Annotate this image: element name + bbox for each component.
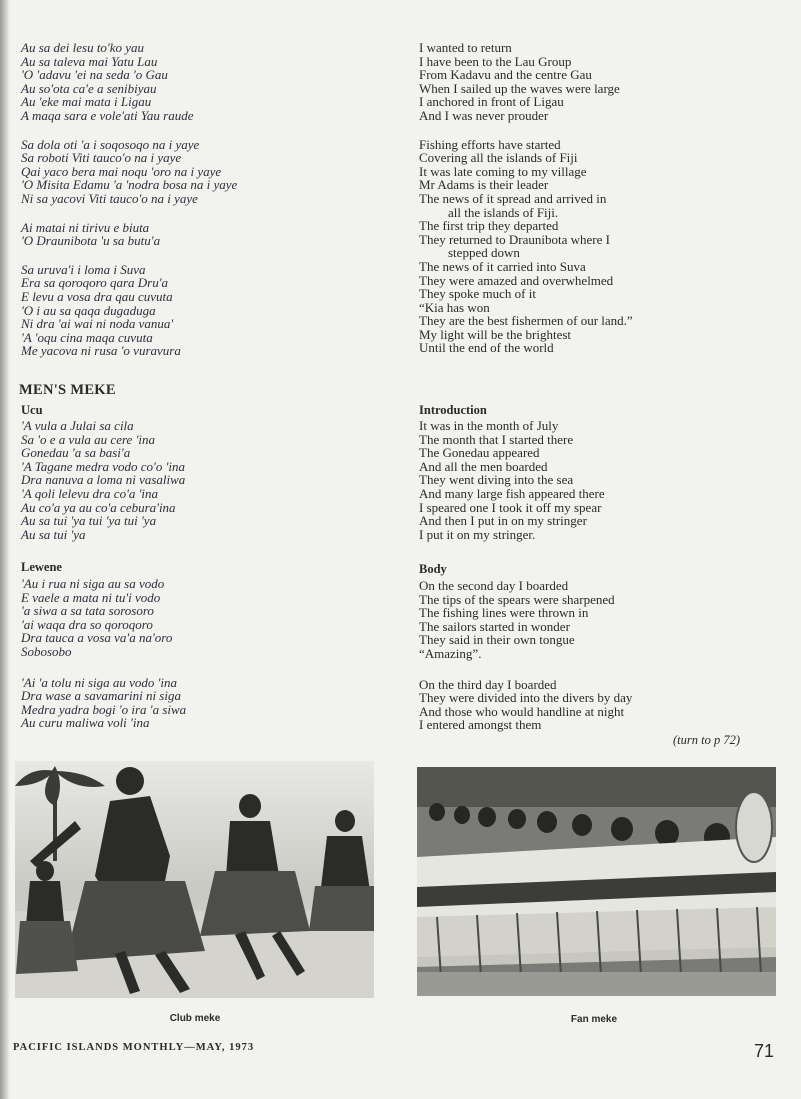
verse-line: E levu a vosa dra qau cuvuta — [21, 288, 173, 304]
fan-meke-photo — [417, 767, 776, 996]
verse-line: Medra yadra bogi 'o ira 'a siwa — [21, 701, 187, 717]
lewene-verse — [21, 577, 391, 730]
verse-line: Ni dra 'ai wai ni noda vanua' — [21, 316, 174, 332]
verse-line: Au sa tui 'ya — [21, 526, 86, 542]
translation-line: And all the men boarded — [419, 458, 548, 474]
verse-line: Gonedau 'a sa basi'a — [21, 445, 131, 461]
verse-line: Sa roboti Viti tauco'o na i yaye — [21, 150, 182, 166]
verse-line: 'O Misita Edamu 'a 'nodra bosa na i yaye — [21, 177, 238, 193]
fijian-stanza — [21, 138, 391, 206]
ucu-heading: Ucu — [21, 403, 43, 417]
verse-line: Au curu maliwa voli 'ina — [21, 715, 150, 731]
verse-line: 'ai waqa dra so qoroqoro — [21, 616, 153, 632]
meke-english-text — [419, 41, 779, 355]
verse-line: Au 'eke mai mata i Ligau — [21, 94, 152, 110]
verse-line: Au so'ota ca'e a senibiyau — [21, 80, 157, 96]
verse-line: 'A Tagane medra vodo co'o 'ina — [21, 458, 185, 474]
translation-line: And many large fish appeared there — [419, 485, 605, 501]
translation-line: They were divided into the divers by day — [419, 690, 633, 706]
translation-line: The news of it spread and arrived in — [419, 190, 607, 206]
body-heading: Body — [419, 562, 447, 576]
lewene-stanza — [21, 577, 391, 659]
lewene-stanza — [21, 676, 391, 730]
section-title: MEN'S MEKE — [19, 382, 116, 398]
introduction-heading: Introduction — [419, 403, 487, 417]
verse-line: Dra wase a savamarini ni siga — [21, 688, 181, 704]
translation-line: Until the end of the world — [419, 340, 554, 356]
verse-line: 'Au i rua ni siga au sa vodo — [21, 576, 165, 591]
verse-line: Au co'a ya au co'a cebura'ina — [21, 499, 176, 515]
translation-line: all the islands of Fiji. — [448, 204, 559, 220]
translation-line: From Kadavu and the centre Gau — [419, 67, 592, 83]
verse-line: 'A 'oqu cina maqa cuvuta — [21, 329, 153, 345]
translation-line: They were amazed and overwhelmed — [419, 272, 614, 288]
translation-line: I anchored in front of Ligau — [419, 94, 564, 110]
translation-line: They went diving into the sea — [419, 472, 574, 488]
english-stanza — [419, 41, 779, 123]
translation-line: When I sailed up the waves were large — [419, 80, 620, 96]
translation-line: And then I put in on my stringer — [419, 513, 587, 529]
body-text — [419, 579, 779, 732]
verse-line: 'A vula a Julai sa cila — [21, 418, 134, 433]
translation-line: The tips of the spears were sharpened — [419, 591, 615, 607]
verse-line: Qai yaco bera mai noqu 'oro na i yaye — [21, 163, 222, 179]
verse-line: Au sa taleva mai Yatu Lau — [21, 53, 158, 69]
verse-line: 'Ai 'a tolu ni siga au vodo 'ina — [21, 674, 178, 690]
translation-line: I entered amongst them — [419, 717, 542, 733]
verse-line: Era sa qoroqoro qara Dru'a — [21, 275, 168, 291]
fijian-stanza — [21, 41, 391, 123]
translation-line: They said in their own tongue — [419, 632, 575, 648]
translation-line: And those who would handline at night — [419, 703, 625, 719]
translation-line: Covering all the islands of Fiji — [419, 150, 578, 166]
translation-line: “Kia has won — [419, 299, 490, 315]
introduction-text — [419, 419, 779, 541]
translation-line: It was in the month of July — [419, 418, 559, 433]
translation-line: I put it on my stringer. — [419, 526, 536, 542]
verse-line: Au sa tui 'ya tui 'ya tui 'ya — [21, 513, 157, 529]
meke-fijian-text — [21, 41, 391, 358]
lewene-heading: Lewene — [21, 560, 62, 574]
verse-line: Ni sa yacovi Viti tauco'o na i yaye — [21, 190, 198, 206]
verse-line: Ai matai ni tirivu e biuta — [21, 219, 150, 235]
body-stanza — [419, 579, 779, 661]
verse-line: E vaele a mata ni tu'i vodo — [21, 589, 161, 605]
translation-line: The first trip they departed — [419, 218, 559, 234]
english-stanza — [419, 138, 779, 356]
page-number: 71 — [754, 1041, 775, 1061]
translation-line: The Gonedau appeared — [419, 445, 540, 461]
translation-line: The fishing lines were thrown in — [419, 605, 589, 621]
translation-line: I speared one I took it off my spear — [419, 499, 602, 515]
translation-line: The month that I started there — [419, 431, 574, 447]
club-meke-caption: Club meke — [169, 1013, 221, 1024]
verse-line: 'a siwa a sa tata sorosoro — [21, 603, 154, 619]
verse-line: Dra tauca a vosa va'a na'oro — [21, 630, 173, 646]
translation-line: They spoke much of it — [419, 286, 536, 302]
verse-line: Me yacova ni rusa 'o vuravura — [21, 343, 181, 359]
translation-line: On the third day I boarded — [419, 676, 557, 692]
fan-meke-caption: Fan meke — [570, 1014, 618, 1025]
translation-line: “Amazing”. — [419, 645, 482, 661]
translation-line: My light will be the brightest — [419, 326, 572, 342]
verse-line: Sa 'o e a vula au cere 'ina — [21, 431, 155, 447]
translation-line: The sailors started in wonder — [419, 618, 570, 634]
page-binding-shadow — [0, 0, 10, 1099]
verse-line: Sobosobo — [21, 643, 72, 659]
body-stanza — [419, 678, 779, 732]
verse-line: Sa uruva'i i loma i Suva — [21, 261, 146, 277]
translation-line: Fishing efforts have started — [419, 136, 561, 152]
translation-line: I wanted to return — [419, 40, 512, 55]
fijian-stanza — [21, 221, 391, 248]
translation-line: They are the best fishermen of our land.” — [419, 313, 633, 329]
fijian-stanza — [21, 263, 391, 358]
translation-line: I have been to the Lau Group — [419, 53, 572, 69]
translation-line: The news of it carried into Suva — [419, 258, 586, 274]
translation-line: It was late coming to my village — [419, 163, 587, 179]
verse-line: 'O i au sa qaqa dugaduga — [21, 302, 156, 318]
publication-footer: PACIFIC ISLANDS MONTHLY—MAY, 1973 — [13, 1042, 255, 1053]
verse-line: A maqa sara e vole'ati Yau raude — [21, 107, 194, 123]
verse-line: 'O Draunibota 'u sa butu'a — [21, 233, 161, 249]
translation-line: Mr Adams is their leader — [419, 177, 549, 193]
translation-line: On the second day I boarded — [419, 578, 569, 593]
translation-line: stepped down — [448, 245, 520, 261]
verse-line: Dra nanuva a loma ni vasaliwa — [21, 472, 186, 488]
translation-line: They returned to Draunibota where I — [419, 231, 610, 247]
translation-line: And I was never prouder — [419, 107, 549, 123]
club-meke-photo — [15, 761, 374, 998]
ucu-verse — [21, 419, 391, 541]
verse-line: Sa dola oti 'a i soqosoqo na i yaye — [21, 136, 200, 152]
verse-line: 'A qoli lelevu dra co'a 'ina — [21, 485, 158, 501]
continuation-note: (turn to p 72) — [672, 733, 740, 747]
verse-line: Au sa dei lesu to'ko yau — [21, 40, 145, 55]
verse-line: 'O 'adavu 'ei na seda 'o Gau — [21, 67, 168, 83]
